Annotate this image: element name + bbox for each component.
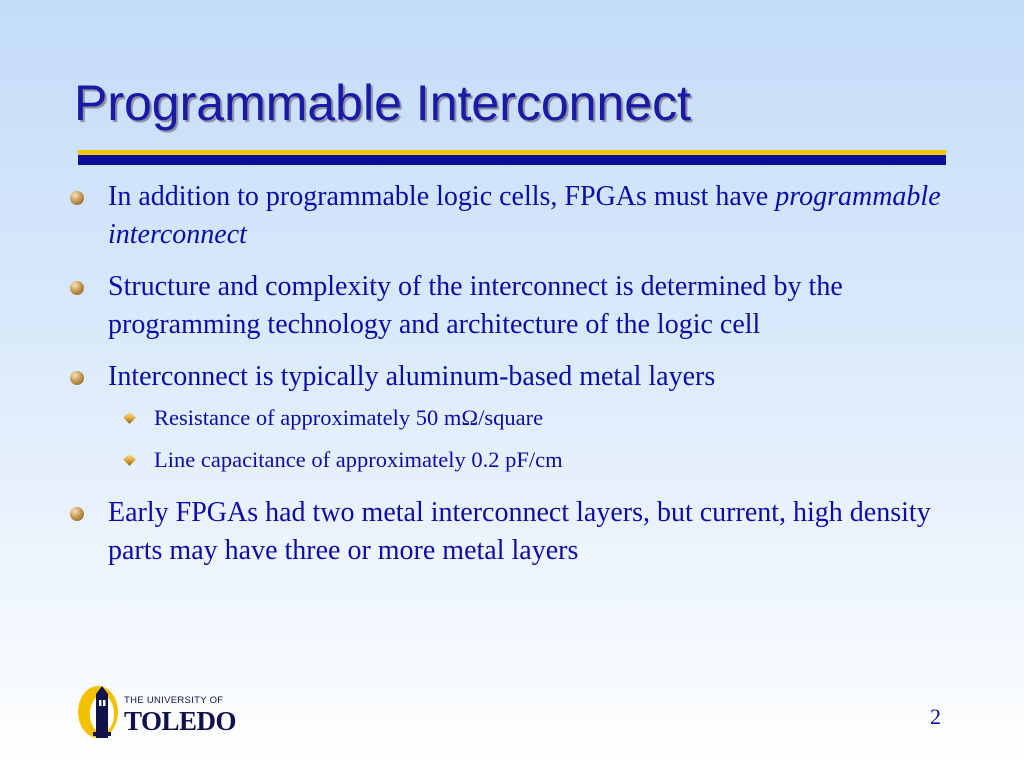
slide-title: Programmable Interconnect	[74, 75, 691, 131]
bullet-text: Interconnect is typically aluminum-based metal layers	[108, 361, 716, 392]
bullet-item	[66, 358, 966, 396]
bullet-item	[66, 178, 966, 254]
bullet-ball-icon	[70, 191, 84, 205]
bullet-diamond-icon	[123, 411, 136, 424]
bullet-emphasis: programmable interconnect	[108, 181, 941, 250]
slide-content	[66, 178, 966, 584]
page-number: 2	[930, 704, 941, 729]
bullet-diamond-icon	[123, 453, 136, 466]
university-logo	[74, 684, 244, 740]
bullet-ball-icon	[70, 507, 84, 521]
sub-bullet-item	[66, 444, 966, 476]
bullet-item	[66, 268, 966, 344]
university-tower-icon	[74, 684, 130, 740]
bullet-text: Early FPGAs had two metal interconnect layers, but current, high density parts may have three or more metal layers	[108, 497, 931, 566]
bullet-text: Structure and complexity of the interconnect is determined by the programming technology and architecture of the logic cell	[108, 271, 843, 340]
logo-line2: TOLEDO	[124, 706, 237, 736]
logo-line1: THE UNIVERSITY OF	[124, 695, 224, 706]
sub-bullet-item	[66, 402, 966, 434]
bullet-item	[66, 494, 966, 570]
bullet-ball-icon	[70, 281, 84, 295]
sub-bullet-text: Line capacitance of approximately 0.2 pF/cm	[154, 447, 563, 472]
bullet-ball-icon	[70, 371, 84, 385]
title-rule-navy	[78, 155, 946, 165]
sub-bullet-text: Resistance of approximately 50 mΩ/square	[154, 405, 544, 430]
bullet-text: In addition to programmable logic cells, FPGAs must have	[108, 181, 776, 212]
